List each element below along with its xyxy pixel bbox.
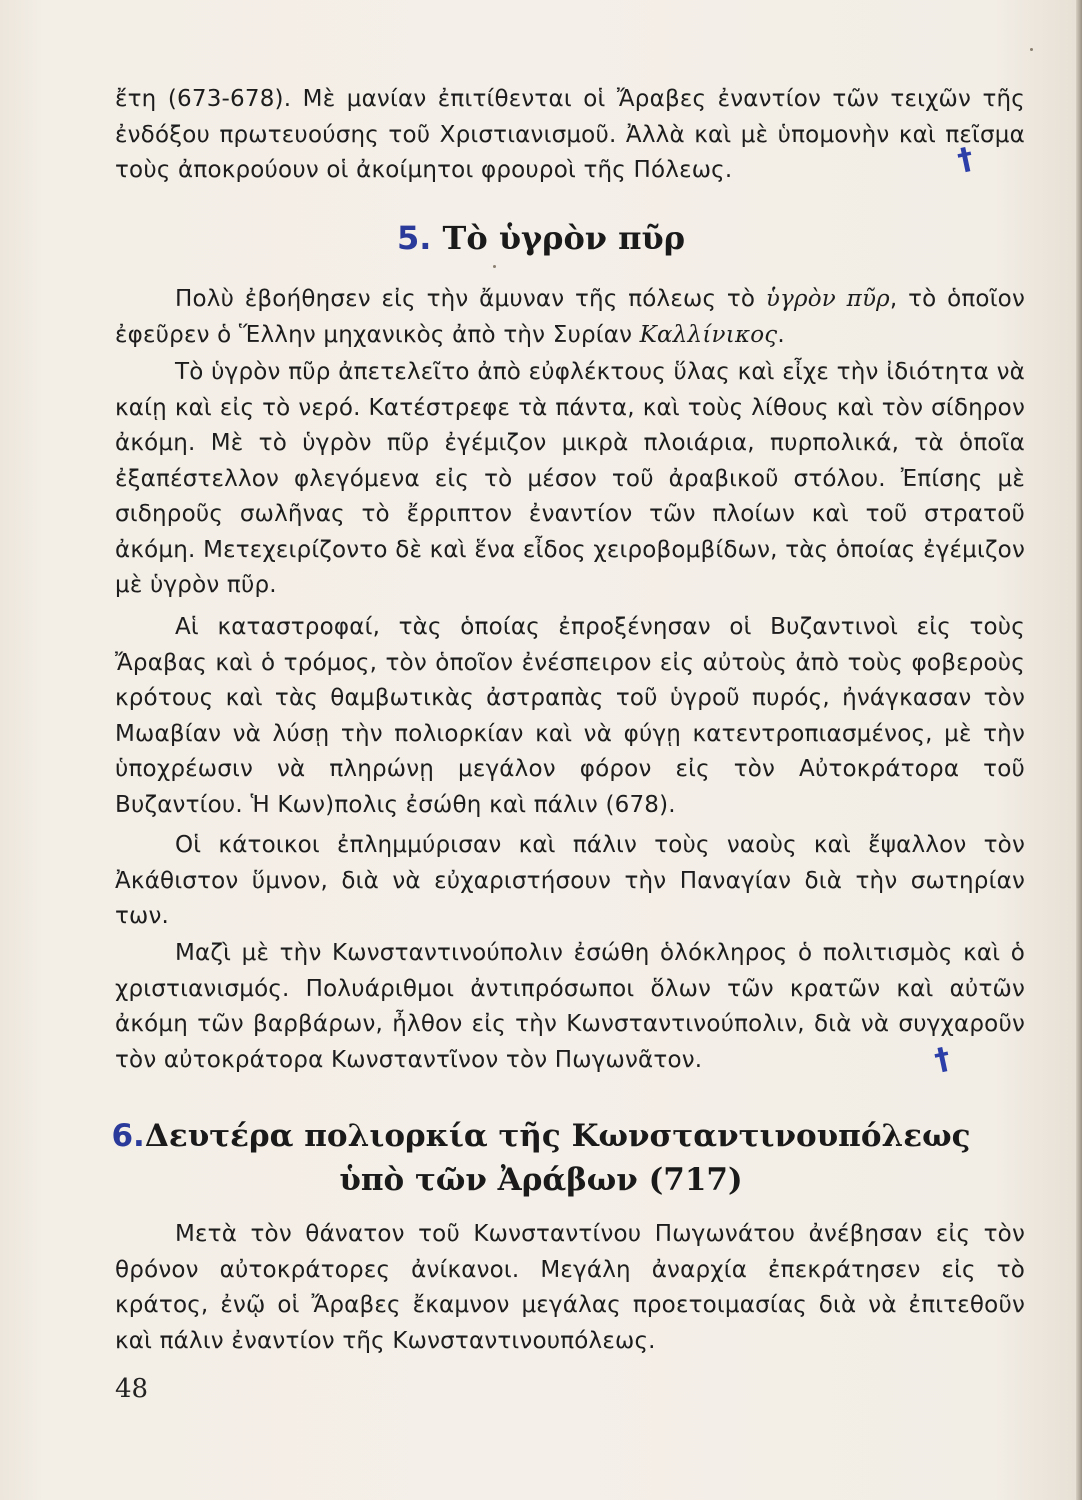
section-5-number: 5. <box>396 219 432 257</box>
paragraph-text: Τὸ ὑγρὸν πῦρ ἀπετελεῖτο ἀπὸ εὐφλέκτους ὕλας καὶ εἶχε τὴν ἰδιότητα νὰ καίῃ καὶ εἰς τὸ νερό. Κατέστρεφε τὰ πάντα, καὶ τοὺς λίθους καὶ τὸν σίδηρον ἀκόμη. Μὲ τὸ ὑγρὸν πῦρ ἐγέμιζον μικρὰ πλοιάρια, πυρπολικά, τὰ ὁποῖα ἐξαπέστελλον φλεγόμενα εἰς τὸ μέσον τοῦ ἀραβικοῦ στόλου. Ἐπίσης μὲ σιδηροῦς σωλῆνας τὸ ἔρριπτον ἐναντίον τῶν πλοίων καὶ τοῦ στρατοῦ ἀκόμη. Μετεχειρίζοντο δὲ καὶ ἕνα εἶδος χειροβομβίδων, τὰς ὁποίας ἐγέμιζον μὲ ὑγρὸν πῦρ. <box>115 359 1025 598</box>
section-5-paragraph-1 <box>115 282 1025 353</box>
section-6-title-text: Δευτέρα πολιορκία τῆς Κωνσταντινουπόλεως <box>144 1118 971 1154</box>
paragraph-text: Αἱ καταστροφαί, τὰς ὁποίας ἐπροξένησαν οἱ Βυζαντινοὶ εἰς τοὺς Ἄραβας καὶ ὁ τρόμος, τὸν ὁποῖον ἐνέσπειρον εἰς αὐτοὺς ἀπὸ τοὺς φοβεροὺς κρότους καὶ τὰς θαμβωτικὰς ἀστραπὰς τοῦ ὑγροῦ πυρός, ἠνάγκασαν τὸν Μωαβίαν νὰ λύσῃ τὴν πολιορκίαν καὶ νὰ φύγῃ κατεντροπιασμένος, μὲ τὴν ὑποχρέωσιν νὰ πληρώνῃ μεγάλον φόρον εἰς τὸν Αὐτοκράτορα τοῦ Βυζαντίου. Ἡ Κων)πολις ἐσώθη καὶ πάλιν (678). <box>115 614 1025 818</box>
section-5-paragraph-3 <box>115 610 1025 823</box>
section-6-title-line-1 <box>0 1114 1082 1158</box>
paragraph-text: . <box>777 321 785 348</box>
paper-speck <box>493 265 496 268</box>
italic-term: ὑγρὸν πῦρ <box>765 286 890 312</box>
section-5-paragraph-2 <box>115 355 1025 604</box>
italic-name: Καλλίνικος <box>639 321 778 348</box>
section-6-paragraph-1 <box>115 1217 1025 1359</box>
section-6-heading <box>0 1114 1082 1202</box>
pen-cross-mark: † <box>931 1040 954 1079</box>
section-5-heading <box>0 218 1082 258</box>
section-6-title-line-2: ὑπὸ τῶν Ἀράβων (717) <box>339 1162 743 1198</box>
paragraph-text: Μαζὶ μὲ τὴν Κωνσταντινούπολιν ἐσώθη ὁλόκληρος ὁ πολιτισμὸς καὶ ὁ χριστιανισμός. Πολυάριθμοι ἀντιπρόσωποι ὅλων τῶν κρατῶν καὶ αὐτῶν ἀκόμη τῶν βαρβάρων, ἦλθον εἰς τὴν Κωνσταντινούπολιν, διὰ νὰ συγχαροῦν τὸν αὐτοκράτορα Κωνσταντῖνον τὸν Πωγωνᾶτον. <box>115 940 1025 1073</box>
paragraph-text: , τὸ ὁποῖον ἐφεῦρεν ὁ Ἕλλην μηχανικὸς ἀπὸ τὴν Συρίαν <box>115 286 1025 348</box>
paper-speck <box>1030 48 1033 51</box>
intro-paragraph <box>115 82 1025 189</box>
paragraph-text: Πολὺ ἐβοήθησεν εἰς τὴν ἄμυναν τῆς πόλεως τὸ <box>175 286 766 312</box>
paragraph-text: Οἱ κάτοικοι ἐπλημμύρισαν καὶ πάλιν τοὺς ναοὺς καὶ ἔψαλλον τὸν Ἀκάθιστον ὕμνον, διὰ νὰ εὐχαριστήσουν τὴν Παναγίαν διὰ τὴν σωτηρίαν των. <box>115 832 1025 929</box>
section-5-paragraph-4 <box>115 828 1025 935</box>
page-number: 48 <box>115 1374 149 1404</box>
section-5-title: Τὸ ὑγρὸν πῦρ <box>442 219 686 257</box>
intro-text: ἔτη (673-678). Μὲ μανίαν ἐπιτίθενται οἱ Ἄραβες ἐναντίον τῶν τειχῶν τῆς ἐνδόξου πρωτευούσης τοῦ Χριστιανισμοῦ. Ἀλλὰ καὶ μὲ ὑπομονὴν καὶ πεῖσμα τοὺς ἀποκρούουν οἱ ἀκοίμητοι φρουροὶ τῆς Πόλεως. <box>115 86 1025 183</box>
paragraph-text: Μετὰ τὸν θάνατον τοῦ Κωνσταντίνου Πωγωνάτου ἀνέβησαν εἰς τὸν θρόνον αὐτοκράτορες ἀνίκανοι. Μεγάλη ἀναρχία ἐπεκράτησεν εἰς τὸ κράτος, ἐνῷ οἱ Ἄραβες ἔκαμνον μεγάλας προετοιμασίας διὰ νὰ ἐπιτεθοῦν καὶ πάλιν ἐναντίον τῆς Κωνσταντινουπόλεως. <box>115 1221 1025 1354</box>
section-5-paragraph-5 <box>115 936 1025 1078</box>
pen-cross-mark: † <box>954 140 977 179</box>
section-6-number: 6. <box>111 1118 145 1154</box>
